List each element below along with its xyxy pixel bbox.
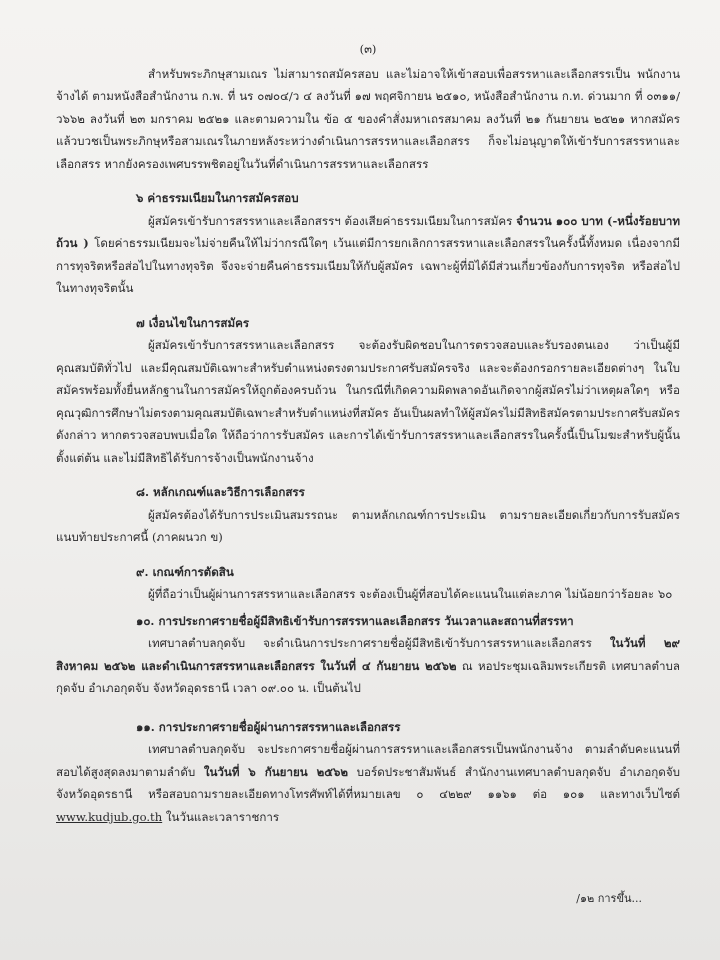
section-9-body: ผู้ที่ถือว่าเป็นผู้ผ่านการสรรหาและเลือกสรร จะต้องเป็นผู้ที่สอบได้คะแนนในแต่ละภาค ไม่น้อยกว่าร้อยละ ๖๐ <box>148 587 673 601</box>
section-7-heading: ๗ เงื่อนไขในการสมัคร <box>136 315 250 330</box>
page-number: (๓) <box>359 42 377 56</box>
section-8-heading: ๘. หลักเกณฑ์และวิธีการเลือกสรร <box>136 485 305 499</box>
section-6-heading: ๖ ค่าธรรมเนียมในการสมัครสอบ <box>136 191 299 205</box>
section-10-heading: ๑๐. การประกาศรายชื่อผู้มีสิทธิเข้ารับการสรรหาและเลือกสรร วันเวลาและสถานที่สรรหา <box>136 613 574 628</box>
section-8 <box>56 481 680 549</box>
section-11 <box>56 716 680 829</box>
section-6-body <box>56 210 680 300</box>
section-9-heading: ๙. เกณฑ์การตัดสิน <box>136 564 234 579</box>
section-10-body <box>56 632 680 700</box>
continuation-reference: /๑๒ การขึ้น... <box>576 891 642 905</box>
section-11-body <box>56 738 680 828</box>
section-7-body: ผู้สมัครเข้ารับการสรรหาและเลือกสรร จะต้องรับผิดชอบในการตรวจสอบและรับรองตนเอง ว่าเป็นผู้มีคุณสมบัติทั่วไป และมีคุณสมบัติเฉพาะสำหรับตำแหน่งตรงตามประกาศรับสมัครจริง และจะต้องกรอกรายละเอียดต่างๆ ในใบสมัครพร้อมทั้งยื่นหลักฐานในการสมัครให้ถูกต้องครบถ้วน ในกรณีที่เกิดความผิดพลาดอันเกิดจากผู้สมัครไม่ว่าเหตุผลใดๆ หรือคุณวุฒิการศึกษาไม่ตรงตามคุณสมบัติเฉพาะสำหรับตำแหน่งที่สมัคร อันเป็นผลทำให้ผู้สมัครไม่มีสิทธิสมัครตามประกาศรับสมัครดังกล่าว หากตรวจสอบพบเมื่อใด ให้ถือว่าการรับสมัคร และการได้เข้ารับการสรรหาและเลือกสรรในครั้งนี้เป็นโมฆะสำหรับผู้นั้นตั้งแต่ต้น และไม่มีสิทธิได้รับการจ้างเป็นพนักงานจ้าง <box>56 338 680 465</box>
section-11-date: ในวันที่ ๖ กันยายน ๒๕๖๒ <box>203 764 349 779</box>
fee-amount: จำนวน ๑๐๐ บาท (-หนึ่งร้อยบาทถ้วน ) <box>56 213 680 250</box>
intro-line1: สำหรับพระภิกษุสามเณร ไม่สามารถสมัครสอบ และไม่อาจให้เข้าสอบเพื่อสรรหาและเลือกสรรเป็น <box>148 66 631 81</box>
section-8-body: ผู้สมัครต้องได้รับการประเมินสมรรถนะ ตามหลักเกณฑ์การประเมิน ตามรายละเอียดเกี่ยวกับการรับสมัครแนบท้ายประกาศนี้ (ภาคผนวก ข) <box>56 507 680 544</box>
intro-paragraph <box>56 63 680 176</box>
website-link[interactable]: www.kudjub.go.th <box>56 809 163 824</box>
section-10-dates: ในวันที่ ๒๙ สิงหาคม ๒๕๖๒ และดำเนินการสรรหาและเลือกสรร ในวันที่ ๔ กันยายน ๒๕๖๒ <box>56 636 680 673</box>
section-11-heading: ๑๑. การประกาศรายชื่อผู้ผ่านการสรรหาและเลือกสรร <box>136 719 401 734</box>
intro-rest: พนักงานจ้างได้ ตามหนังสือสำนักงาน ก.พ. ที่ นร ๐๗๐๔/ว ๔ ลงวันที่ ๑๗ พฤศจิกายน ๒๕๑๐, หนังสือสำนักงาน ก.ท. ด่วนมาก ที่ ๐๓๑๑/ว๖๖๒ ลงวันที่ ๒๓ มกราคม ๒๕๒๑ และตามความใน ข้อ ๕ ของคำสั่งมหาเถรสมาคม ลงวันที่ ๒๑ กันยายน ๒๕๒๑ หากสมัครแล้วบวชเป็นพระภิกษุหรือสามเณรในภายหลังระหว่างดำเนินการสรรหาและเลือกสรร ก็จะไม่อนุญาตให้เข้ารับการสรรหาและเลือกสรร หากยังครองเพศบรรพชิตอยู่ในวันที่ดำเนินการสรรหาและเลือกสรร <box>56 66 680 171</box>
section-11-text-c: ในวันและเวลาราชการ <box>162 809 280 824</box>
section-10-text-b: ณ หอประชุมเฉลิมพระเกียรติ เทศบาลตำบลกุดจับ อำเภอกุดจับ จังหวัดอุดรธานี เวลา ๐๙.๐๐ น. เป็นต้นไป <box>56 658 681 695</box>
section-10 <box>56 610 680 700</box>
section-6-text-a: ผู้สมัครเข้ารับการสรรหาและเลือกสรรฯ ต้องเสียค่าธรรมเนียมในการสมัคร <box>148 213 517 228</box>
section-11-text-b: บอร์ดประชาสัมพันธ์ สำนักงานเทศบาลตำบลกุดจับ อำเภอกุดจับ จังหวัดอุดรธานี หรือสอบถามรายละเอียดทางโทรศัพท์ได้ที่หมายเลข ๐ ๔๒๒๙ ๑๑๖๑ ต่อ ๑๐๑ และทางเว็บไซต์ <box>56 764 680 801</box>
section-6-text-b: โดยค่าธรรมเนียมจะไม่จ่ายคืนให้ไม่ว่ากรณีใดๆ เว้นแต่มีการยกเลิกการสรรหาและเลือกสรรในครั้งนี้ทั้งหมด เนื่องจากมีการทุจริตหรือส่อไปในทางทุจริต จึงจะจ่ายคืนค่าธรรมเนียมให้กับผู้สมัคร เฉพาะผู้ที่มิได้มีส่วนเกี่ยวข้องกับการทุจริต หรือส่อไปในทางทุจริตนั้น <box>56 236 680 295</box>
section-7 <box>56 312 680 470</box>
section-10-text-a: เทศบาลตำบลกุดจับ จะดำเนินการประกาศรายชื่อผู้มีสิทธิเข้ารับการสรรหาและเลือกสรร <box>148 636 610 650</box>
section-6 <box>56 187 680 300</box>
section-9 <box>56 561 680 606</box>
section-11-text-a: เทศบาลตำบลกุดจับ จะประกาศรายชื่อผู้ผ่านการสรรหาและเลือกสรรเป็นพนักงานจ้าง ตามลำดับคะแนนที่สอบได้สูงสุดลงมาตามลำดับ <box>56 742 680 779</box>
